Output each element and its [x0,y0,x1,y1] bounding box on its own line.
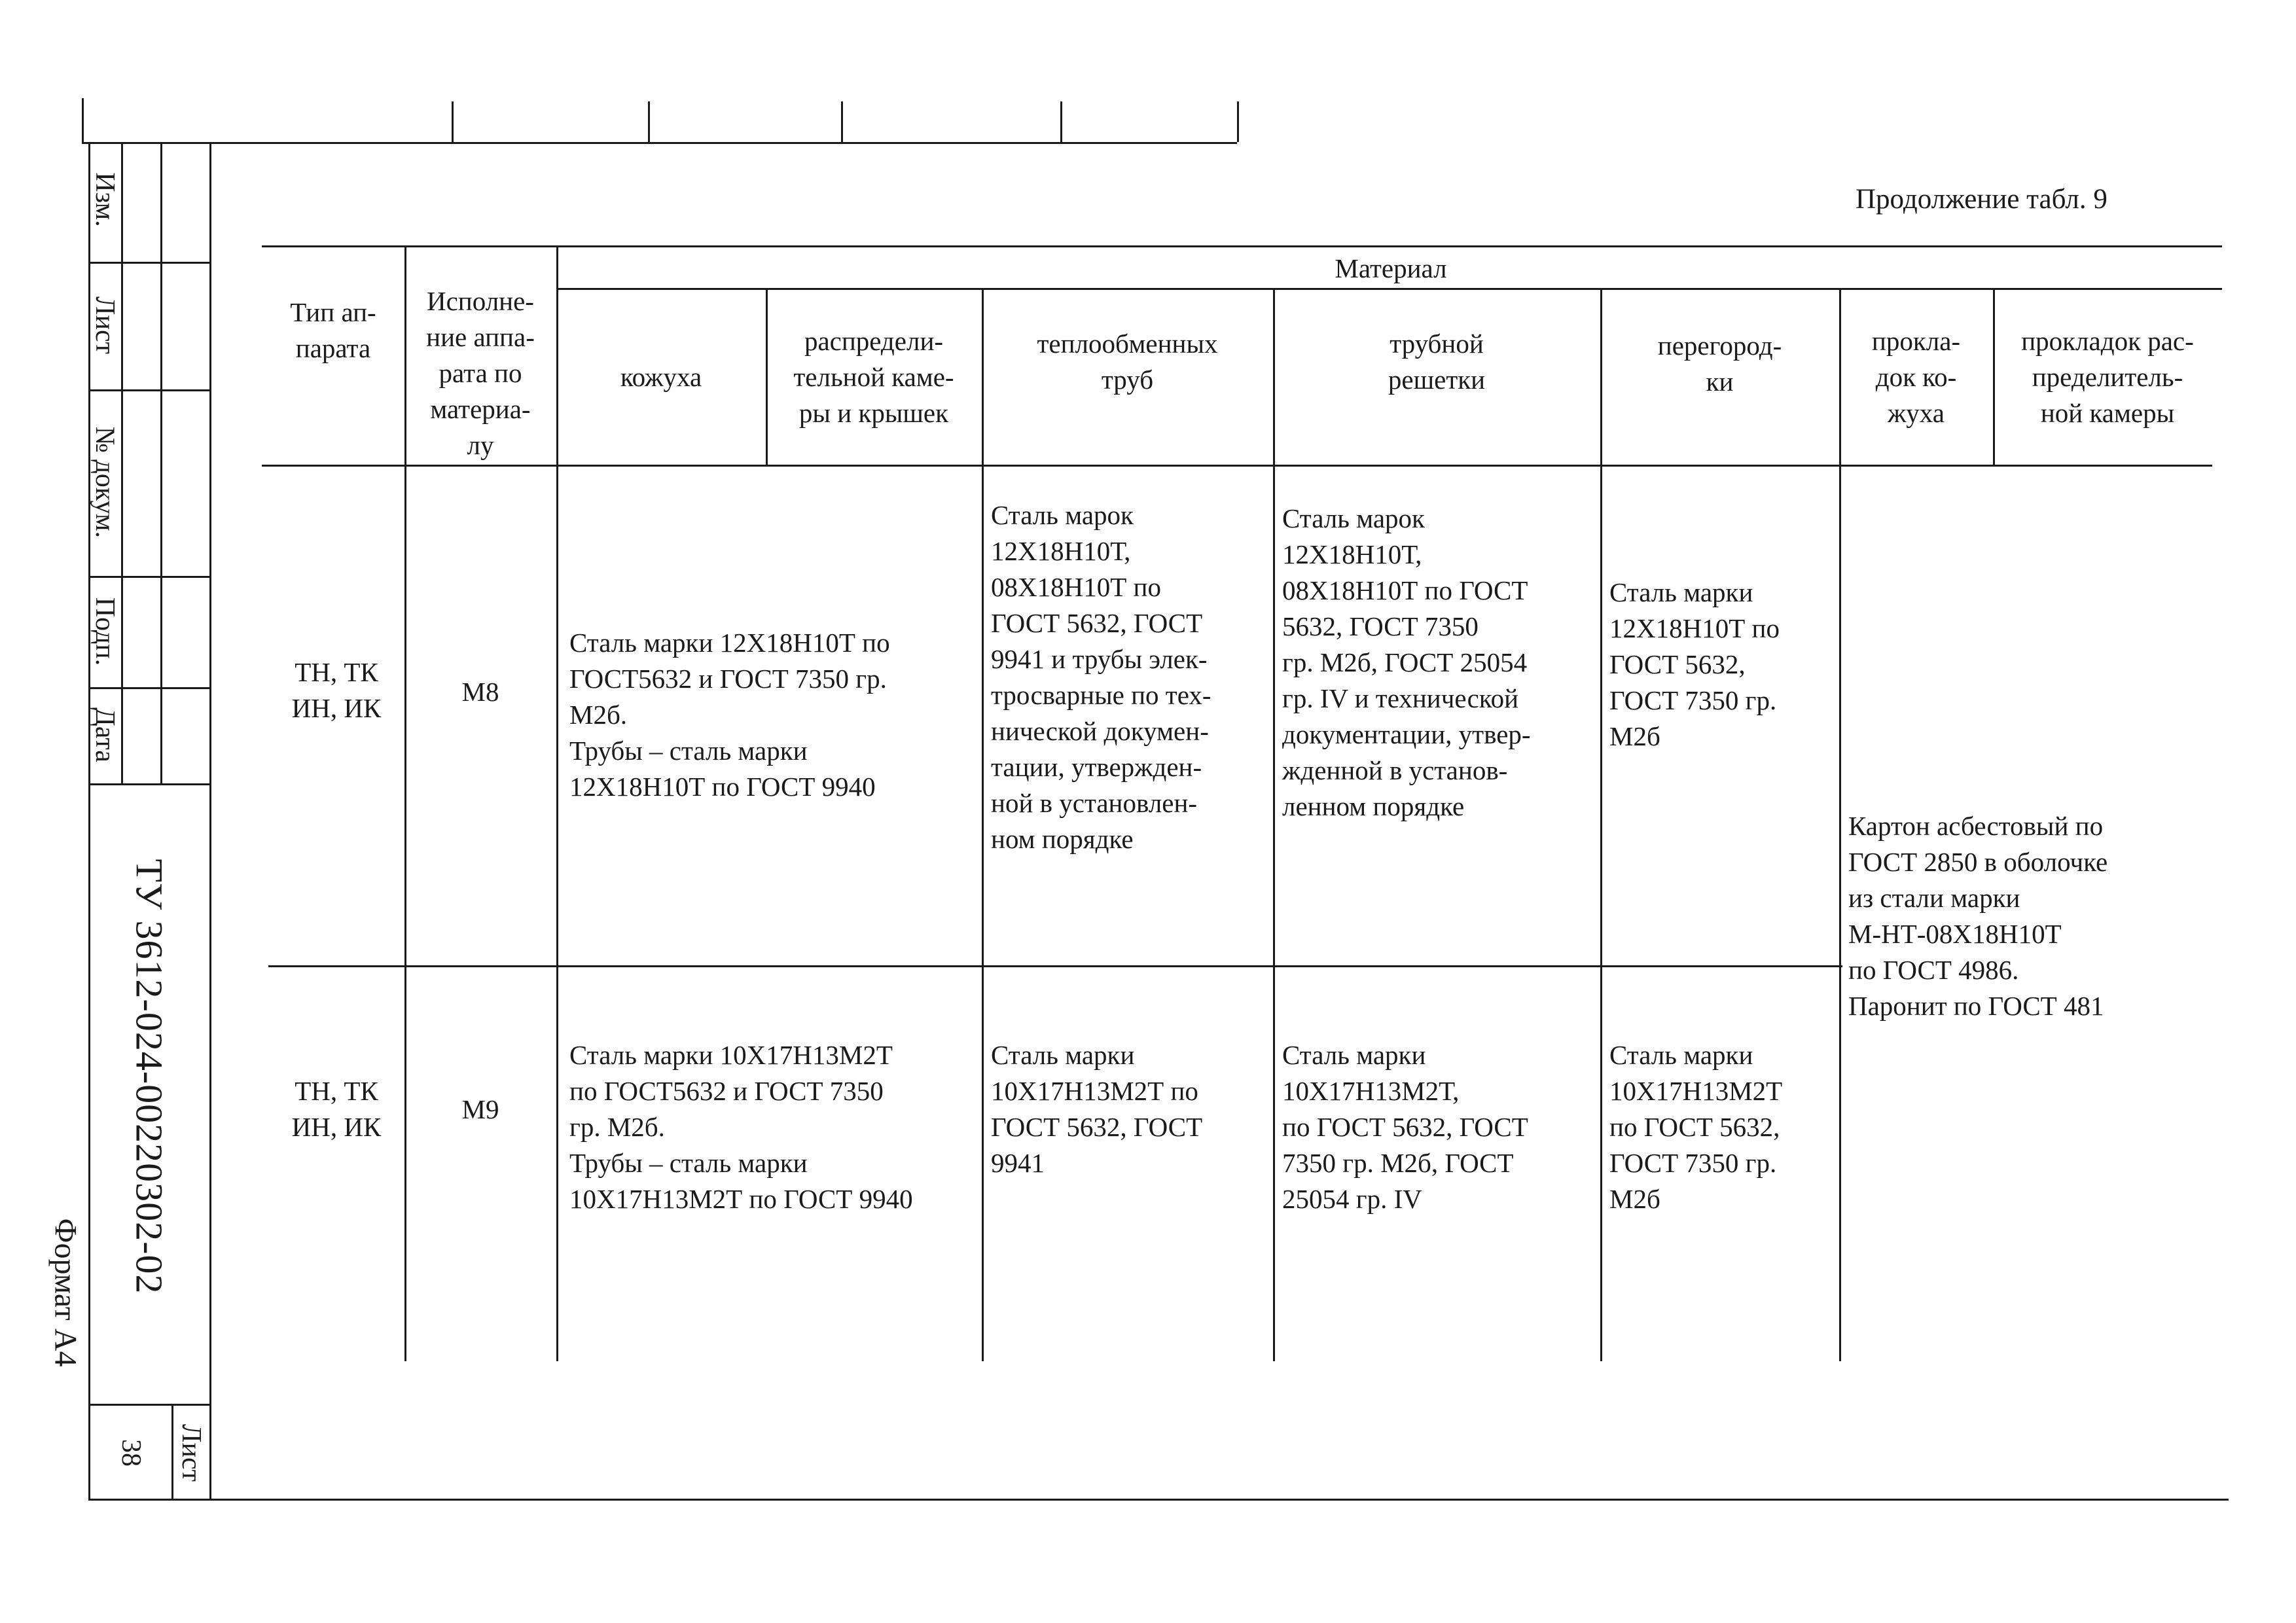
header-shell: кожуха [620,362,702,392]
header-variant: Исполне- ние аппа- рата по материа- лу [426,285,535,460]
frame-top-tick-1 [452,101,454,142]
document-number: ТУ 3612-024-00220302-02 [128,859,171,1294]
header-channel: распредели- тельной каме- ры и крышек [793,326,954,428]
row2-shell: Сталь марки 10Х17Н13М2Т по ГОСТ5632 и ГОСТ 7350 гр. М2б. Трубы – сталь марки 10Х17Н13М2Т по ГОСТ 9940 [569,1040,913,1214]
header-tubesheet: трубной решетки [1388,329,1486,395]
stamp-label-date: Дата [90,707,120,762]
frame-side-right [209,142,211,1500]
sheet-number: 38 [116,1439,146,1467]
row-separator [268,965,1842,967]
row1-tubesheet: Сталь марок 12Х18Н10Т, 08Х18Н10Т по ГОСТ 5632, ГОСТ 7350 гр. М2б, ГОСТ 25054 гр. IV и технической документации, утвер- жденной в установ- ленном порядке [1282,503,1531,821]
frame-side-sep-4 [88,687,209,689]
row2-tubes: Сталь марки 10Х17Н13М2Т по ГОСТ 5632, ГОСТ 9941 [991,1040,1203,1178]
frame-side-sep-5 [88,783,209,785]
frame-top-tick-5 [1237,101,1239,142]
header-type: Тип ап- парата [290,297,376,363]
table-caption: Продолжение табл. 9 [1856,184,2108,215]
frame-top-tick-4 [1060,101,1062,142]
header-baffle: перегород- ки [1657,330,1782,397]
frame-top-tick-2 [648,101,650,142]
format-label: Формат А4 [48,1218,83,1367]
sheet-label: Лист [176,1424,206,1482]
frame-top-tick-3 [841,101,843,142]
sheet-box-top [88,1404,209,1406]
stamp-label-doc: № докум. [90,426,120,539]
frame-side-sep-1 [88,262,209,264]
row1-baffle: Сталь марки 12Х18Н10Т по ГОСТ 5632, ГОСТ 7350 гр. М2б [1609,577,1780,751]
row1-shell: Сталь марки 12Х18Н10Т по ГОСТ5632 и ГОСТ 7350 гр. М2б. Трубы – сталь марки 12Х18Н10Т по ГОСТ 9940 [569,628,890,802]
sheet-box-divider [171,1404,173,1500]
frame-top-rule [82,142,1237,144]
gaskets-material: Картон асбестовый по ГОСТ 2850 в оболочке из стали марки М-НТ-08Х18Н10Т по ГОСТ 4986. Паронит по ГОСТ 481 [1848,811,2108,1021]
header-channel-gaskets: прокладок рас- пределитель- ной камеры [2021,326,2194,428]
row2-variant: М9 [461,1094,499,1124]
frame-side-sep-2 [88,389,209,391]
row1-variant: М8 [461,677,499,707]
header-shell-gaskets: прокла- док ко- жуха [1871,326,1961,428]
stamp-label-sign: Подп. [90,597,120,666]
row2-baffle: Сталь марки 10Х17Н13М2Т по ГОСТ 5632, ГОСТ 7350 гр. М2б [1609,1040,1783,1214]
row1-type: ТН, ТК ИН, ИК [291,657,382,723]
header-material: Материал [1335,253,1447,283]
stamp-label-list: Лист [90,296,120,354]
row2-type: ТН, ТК ИН, ИК [291,1076,382,1142]
frame-bottom-rule [88,1499,2229,1501]
frame-side-sep-3 [88,576,209,578]
row1-tubes: Сталь марок 12Х18Н10Т, 08Х18Н10Т по ГОСТ 5632, ГОСТ 9941 и трубы элек- тросварные по тех- нической докумен- тации, утвержден- ной в установлен- ном порядке [991,500,1211,854]
header-tubes: теплообменных труб [1037,329,1218,395]
row2-tubesheet: Сталь марки 10Х17Н13М2Т, по ГОСТ 5632, ГОСТ 7350 гр. М2б, ГОСТ 25054 гр. IV [1282,1040,1528,1214]
stamp-label-izm: Изм. [90,172,120,227]
frame-top-tick-left [82,98,84,144]
